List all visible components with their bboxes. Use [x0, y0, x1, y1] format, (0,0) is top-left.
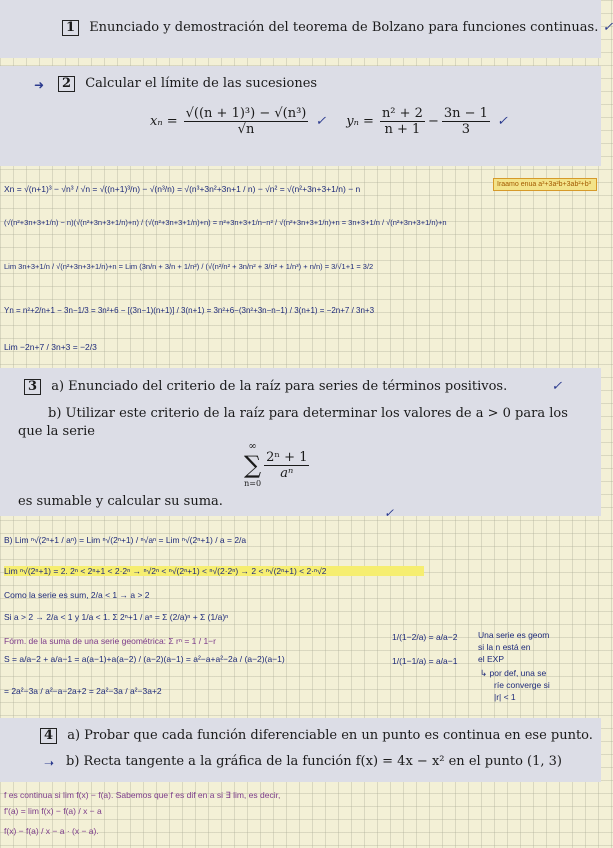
p3-side-note-5: ríe converge si: [494, 680, 550, 690]
p2-hand-line3: Lim 3n+3+1/n / √(n²+3n+3+1/n)+n = Lim (3n/n + 3/n + 1/n²) / (√(n²/n² + 3n/n² + 3/n² + 1/n³) + n/n) = 3/√1+1 = 3/2: [4, 262, 374, 271]
sum-upper: ∞: [248, 441, 257, 452]
p3-hand-line6: S = a/a−2 + a/a−1 = a(a−1)+a(a−2) / (a−2)(a−1) = a²−a+a²−2a / (a−2)(a−1): [4, 654, 285, 664]
problem2-arrow-icon: ➜: [34, 78, 45, 92]
p3-hand-line7: = 2a²−3a / a²−a−2a+2 = 2a²−3a / a²−3a+2: [4, 686, 162, 696]
p3-side-note-1: Una serie es geom: [478, 630, 550, 640]
xn-denominator: √n: [237, 122, 255, 137]
problem3-b3: es sumable y calcular su suma.: [18, 494, 223, 509]
problem2-number: 2: [58, 76, 75, 92]
p3-side-note-2: si la n está en: [478, 642, 531, 652]
p2-hand-line4: Yn = n²+2/n+1 − 3n−1/3 = 3n²+6 − [(3n−1)(n+1)] / 3(n+1) = 3n²+6−(3n²+3n−n−1) / 3(n+1) = −2n+7 / 3n+3: [4, 306, 375, 315]
problem1-text: Enunciado y demostración del teorema de Bolzano para funciones continuas.: [89, 20, 599, 35]
yn-f1-numerator: n² + 2: [381, 106, 423, 121]
yn-minus: −: [427, 114, 439, 129]
problem1-statement: [62, 20, 613, 36]
problem4-b: b) Recta tangente a la gráfica de la función f(x) = 4x − x² en el punto (1, 3): [66, 754, 562, 769]
problem1-check-mark: ✓: [602, 20, 613, 35]
p3-bracket-1: 1/(1−2/a) = a/a−2: [392, 632, 458, 642]
xn-fraction: [184, 106, 309, 137]
xn-numerator: √((n + 1)³) − √(n³): [185, 106, 307, 121]
problem3-a-check-mark: ✓: [551, 379, 563, 394]
p2-hand-line2: (√(n²+3n+3+1/n) − n)(√(n²+3n+3+1/n)+n) / (√(n²+3n+3+1/n)+n) = n²+3n+3+1/n−n² / √(n²+3n+3+1/n)+n = 3n+3+1/n / √(n²+3n+3+1/n)+n: [4, 218, 447, 227]
series-denominator: aⁿ: [280, 465, 294, 481]
p3-side-note-4: ↳ por def, una se: [480, 668, 547, 678]
p3-hand-line4: Si a > 2 → 2/a < 1 y 1/a < 1. Σ 2ⁿ+1 / aⁿ = Σ (2/a)ⁿ + Σ (1/a)ⁿ: [4, 612, 229, 622]
p3-hand-line3: Como la serie es sum, 2/a < 1 → a > 2: [4, 590, 150, 600]
yn-lhs: yₙ =: [346, 114, 374, 129]
p4-hand-line1: f es continua si lim f(x) − f(a). Sabemos que f es dif en a si ∃ lim, es decir,: [4, 790, 281, 800]
p3-bracket-2: 1/(1−1/a) = a/a−1: [392, 656, 458, 666]
series-term: [264, 450, 309, 481]
problem4-a-text: a) Probar que cada función diferenciable en un punto es continua en ese punto.: [67, 728, 593, 743]
p3-hand-line5: Fórm. de la suma de una serie geométrica: Σ rⁿ = 1 / 1−r: [4, 636, 216, 646]
problem2-formula: [150, 106, 508, 137]
p3-hand-line2: Lim ⁿ√(2ⁿ+1) = 2. 2ⁿ < 2ⁿ+1 < 2·2ⁿ → ⁿ√2ⁿ < ⁿ√(2ⁿ+1) < ⁿ√(2·2ⁿ) → 2 < ⁿ√(2ⁿ+1) < 2·ⁿ√2: [4, 566, 424, 576]
yn-f1-denominator: n + 1: [384, 122, 421, 137]
p2-hand-line5: Lim −2n+7 / 3n+3 = −2/3: [4, 342, 97, 352]
problem3-b-check-mark: ✓: [384, 506, 395, 520]
problem3-b1: b) Utilizar este criterio de la raíz para determinar los valores de a > 0 para los: [48, 406, 568, 421]
yn-f2-denominator: 3: [461, 122, 471, 137]
problem4-arrow-icon: ➝: [44, 756, 55, 770]
problem3-b2: que la serie: [18, 424, 95, 439]
xn-check-mark: ✓: [315, 114, 327, 129]
sum-lower: n=0: [244, 479, 262, 488]
series-numerator: 2ⁿ + 1: [266, 449, 308, 465]
problem3-series: [244, 440, 312, 490]
p2-hand-line1: Xn = √(n+1)³ − √n³ / √n = √((n+1)³/n) − √(n³/n) = √(n³+3n²+3n+1 / n) − √n² = √(n²+3n+3+1/n) − n: [4, 184, 361, 194]
yn-fraction-2: [442, 106, 490, 137]
p2-identity-note: Iraamo enua a³+3a²b+3ab²+b³: [493, 178, 597, 191]
p4-hand-line3: f(x) − f(a) / x − a · (x − a).: [4, 826, 99, 836]
p3-side-note-3: el EXP: [478, 654, 504, 664]
sum-symbol: ∑: [244, 451, 262, 479]
problem4-a: [40, 728, 593, 744]
problem3-a: [24, 379, 562, 395]
p4-hand-line2: f'(a) = lim f(x) − f(a) / x − a: [4, 806, 102, 816]
yn-f2-numerator: 3n − 1: [443, 106, 488, 121]
p3-hand-line1: B) Lim ⁿ√(2ⁿ+1 / aⁿ) = Lim ⁿ√(2ⁿ+1) / ⁿ√aⁿ = Lim ⁿ√(2ⁿ+1) / a = 2/a: [4, 535, 247, 545]
problem1-number: 1: [62, 20, 79, 36]
xn-lhs: xₙ =: [150, 114, 178, 129]
p3-side-note-6: |r| < 1: [494, 692, 516, 702]
problem2-text: Calcular el límite de las sucesiones: [85, 76, 318, 91]
problem4-number: 4: [40, 728, 57, 744]
problem3-number: 3: [24, 379, 41, 395]
problem2-statement: [58, 76, 317, 92]
yn-fraction-1: [380, 106, 425, 137]
problem3-a-text: a) Enunciado del criterio de la raíz para series de términos positivos.: [51, 379, 508, 394]
summation: [244, 440, 261, 490]
yn-check-mark: ✓: [496, 114, 508, 129]
